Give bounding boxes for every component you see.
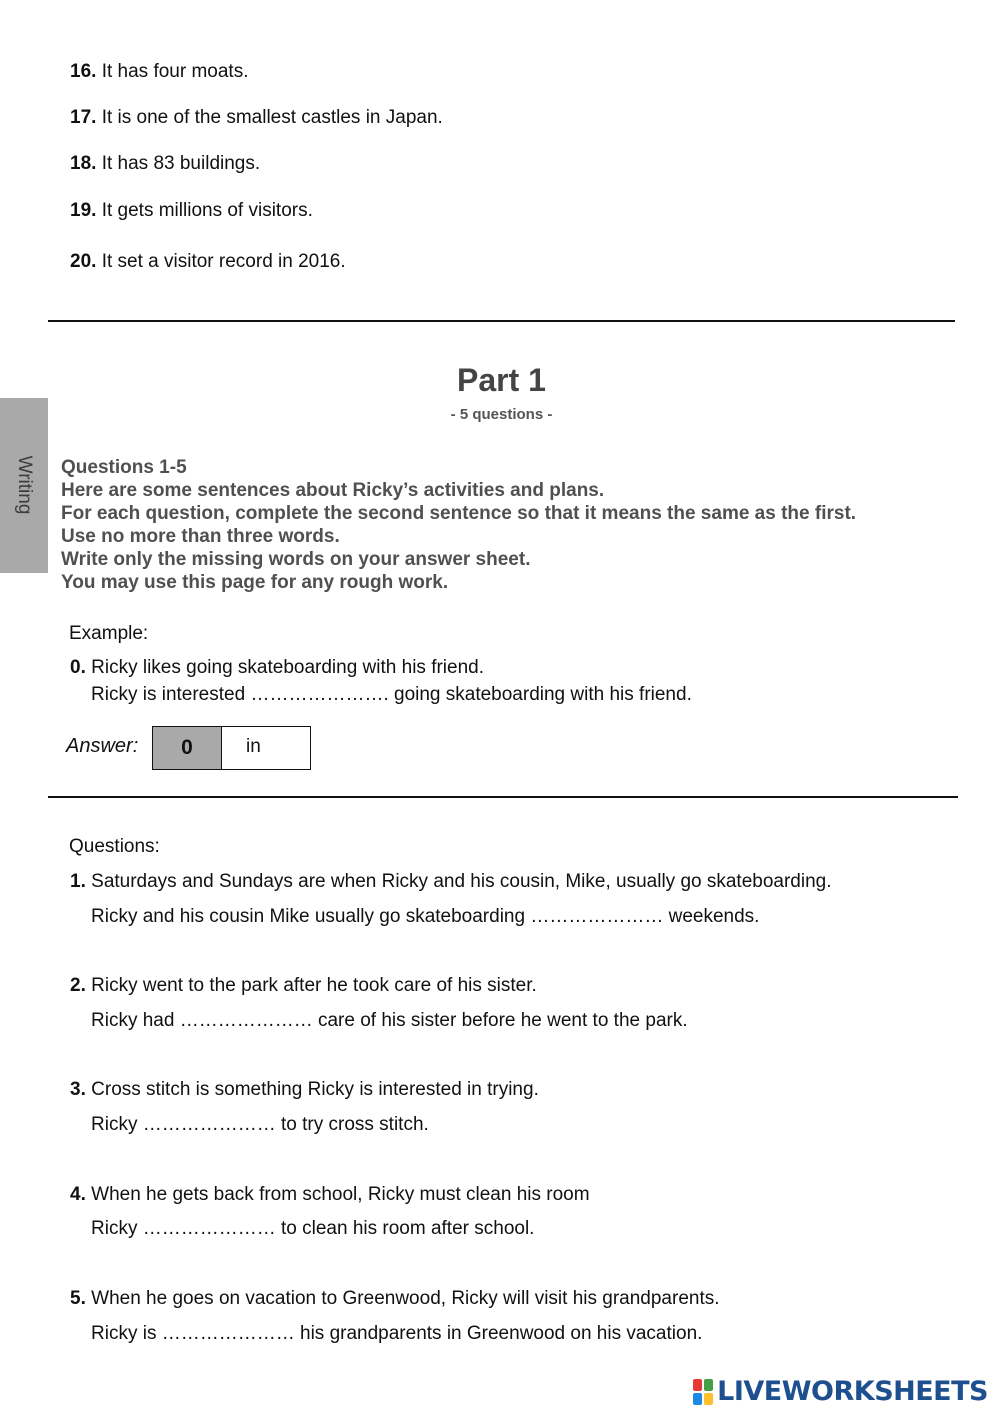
statement-item: [70, 200, 313, 222]
statement-text: It has four moats.: [101, 61, 249, 82]
question-rewrite: Ricky ………………… to try cross stitch.: [91, 1114, 429, 1135]
example-number: 0.: [70, 657, 86, 678]
question-rewrite: Ricky is ………………… his grandparents in Greenwood on his vacation.: [91, 1323, 703, 1344]
question-sentence: When he gets back from school, Ricky must clean his room: [91, 1184, 590, 1205]
part-title: Part 1: [457, 362, 546, 398]
statement-number: 19.: [70, 200, 97, 221]
answer-box: [152, 726, 311, 770]
question-number: 1.: [70, 871, 86, 892]
question-number: 5.: [70, 1288, 86, 1309]
question-rewrite: Ricky ………………… to clean his room after school.: [91, 1218, 535, 1239]
answer-label: Answer:: [66, 735, 139, 757]
section-divider: [48, 320, 955, 322]
question-rewrite: Ricky had ………………… care of his sister before he went to the park.: [91, 1010, 688, 1031]
question-item: [70, 1184, 590, 1206]
liveworksheets-logo: [693, 1376, 988, 1407]
instruction-line: Write only the missing words on your answer sheet.: [61, 549, 531, 570]
question-item: [70, 1079, 539, 1101]
example-rewrite: Ricky is interested …………………. going skateboarding with his friend.: [91, 684, 692, 705]
statement-number: 20.: [70, 251, 97, 272]
question-item: [70, 975, 537, 997]
instruction-line: Here are some sentences about Ricky’s activities and plans.: [61, 480, 605, 501]
statement-item: [70, 61, 249, 83]
statement-item: [70, 251, 346, 273]
statement-item: [70, 153, 260, 175]
question-number: 2.: [70, 975, 86, 996]
part-subtitle: - 5 questions -: [450, 406, 553, 423]
question-sentence: Ricky went to the park after he took care of his sister.: [91, 975, 537, 996]
liveworksheets-logo-icon: [693, 1379, 713, 1405]
questions-label: Questions:: [69, 836, 160, 857]
question-number: 3.: [70, 1079, 86, 1100]
answer-word-cell: in: [246, 736, 261, 757]
example-sentence: [70, 657, 484, 679]
example-sentence-text: Ricky likes going skateboarding with his friend.: [91, 657, 484, 678]
statement-number: 17.: [70, 107, 97, 128]
question-sentence: When he goes on vacation to Greenwood, Ricky will visit his grandparents.: [91, 1288, 720, 1309]
statement-text: It is one of the smallest castles in Japan.: [101, 107, 443, 128]
statement-number: 18.: [70, 153, 97, 174]
question-rewrite: Ricky and his cousin Mike usually go skateboarding ………………… weekends.: [91, 906, 760, 927]
instruction-line: You may use this page for any rough work.: [61, 572, 449, 593]
question-sentence: Saturdays and Sundays are when Ricky and his cousin, Mike, usually go skateboarding.: [91, 871, 832, 892]
answer-number-cell: 0: [153, 727, 222, 769]
instruction-line: Questions 1-5: [61, 457, 187, 478]
question-item: [70, 1288, 720, 1310]
side-tab-label: Writing: [14, 455, 35, 515]
statement-text: It has 83 buildings.: [101, 153, 261, 174]
question-item: [70, 871, 832, 893]
example-label: Example:: [69, 623, 149, 644]
question-sentence: Cross stitch is something Ricky is interested in trying.: [91, 1079, 539, 1100]
instruction-line: For each question, complete the second sentence so that it means the same as the first.: [61, 503, 857, 524]
statement-item: [70, 107, 443, 129]
question-number: 4.: [70, 1184, 86, 1205]
statement-text: It gets millions of visitors.: [101, 200, 313, 221]
logo-text: LIVEWORKSHEETS: [717, 1376, 988, 1407]
section-side-tab: [0, 398, 48, 573]
instruction-line: Use no more than three words.: [61, 526, 340, 547]
statement-number: 16.: [70, 61, 97, 82]
statement-text: It set a visitor record in 2016.: [101, 251, 346, 272]
section-divider: [48, 796, 958, 798]
